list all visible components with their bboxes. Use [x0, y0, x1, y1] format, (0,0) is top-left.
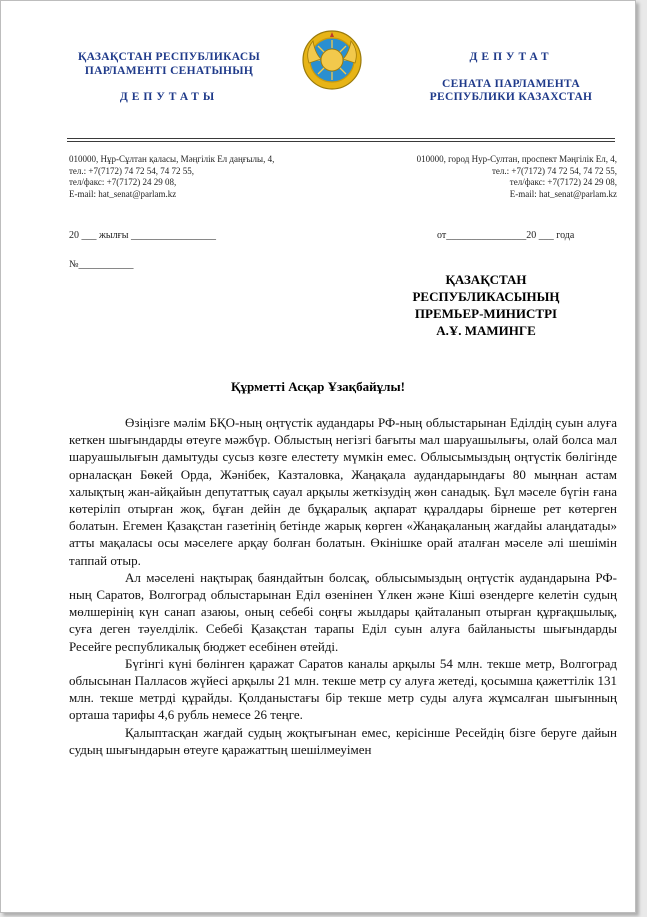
header-left — [59, 51, 279, 105]
contact-right-address: 010000, город Нур-Султан, проспект Мәңгілік Ел, 4, — [416, 154, 617, 164]
recipient-line1: ҚАЗАҚСТАН — [445, 272, 527, 287]
contacts-right — [373, 154, 617, 200]
letter-body — [69, 414, 617, 758]
header-divider-bottom — [67, 141, 615, 142]
contact-right-phone: тел.: +7(7172) 74 72 54, 74 72 55, — [492, 165, 617, 176]
header-left-line2: ПАРЛАМЕНТІ СЕНАТЫНЫҢ — [84, 64, 254, 77]
header-left-line3: ДЕПУТАТЫ — [119, 91, 219, 103]
contact-left-address: 010000, Нұр-Сұлтан қаласы, Мәңгілік Ел даңғылы, 4, — [69, 154, 275, 164]
contacts-left — [69, 154, 339, 200]
date-line-right: от________________20 ___ года — [437, 230, 575, 241]
salutation: Құрметті Асқар Ұзақбайұлы! — [231, 379, 405, 394]
recipient-block — [371, 271, 601, 339]
header-divider-top — [67, 138, 615, 139]
state-emblem-icon — [301, 29, 363, 91]
recipient-line3: ПРЕМЬЕР-МИНИСТРІ — [414, 306, 558, 321]
contact-left-email: E-mail: hat_senat@parlam.kz — [69, 188, 177, 199]
header-right-line1: ДЕПУТАТ — [469, 51, 553, 63]
body-paragraph-1: Өзіңізге мәлім БҚО-ның оңтүстік аудандары РФ-ның облыстарынан Еділдің суын алуға кеткен шығындарды өтеуге мәжбүр. Облыстың негізгі бағыты мал шаруашылығы, олай болса мал шаруашылығын дамытуды сусыз көзге елестету мүмкін емес. Облысымыздың оңтүстік бөлігінде орналасқан Бөкей Орда, Жәнібек, Казталовка, Жаңақала аудандарындағы 80 мыңнан астам халықтың жан-айқайын депутаттық сауал арқылы жеткізудің жөн санадық. Бұл мәселе бүгін ғана көтеріліп отырған жоқ, бұған дейін де бұқаралық ақпарат құралдары бірнеше рет көтерген болатын. Егемен Қазақстан газетінің бетінде жарық көрген «Жаңақаланың жағдайы алаңдатады» атты мақаласы осы мәселеге арқау болған болатын. Өкінішке орай аталған мәселе әлі шешімін таппай отыр. — [69, 415, 617, 568]
body-paragraph-2: Ал мәселені нақтырақ баяндайтын болсақ, облысымыздың оңтүстік аудандарына РФ-ның Саратов, Волгоград облыстарынан Еділ өзенінен Үлкен және Кіші өзендерге келетін судың мөлшерінің күн санап азаюы, оның себебі соңғы жылдары қайталанып отырған құрғақшылық, суға деген тәуелділік. Себебі Қазақстан тарапы Еділ суын алуға байланысты шығындарды Ресейге республикалық бюджет есебінен өтейді. — [69, 569, 617, 654]
date-line-left: 20 ___ жылғы _________________ — [69, 230, 216, 241]
contact-left-fax: тел/факс: +7(7172) 24 29 08, — [69, 177, 177, 187]
number-line: №___________ — [69, 259, 134, 270]
body-paragraph-4: Қалыптасқан жағдай судың жоқтығынан емес, керісінше Ресейдің бізге беруге дайын судың шығындарын өтеуге қаражаттың шешілмеуімен — [69, 724, 617, 757]
contact-right-fax: тел/факс: +7(7172) 24 29 08, — [509, 177, 617, 187]
contact-right-email: E-mail: hat_senat@parlam.kz — [509, 188, 617, 199]
header-right — [411, 51, 611, 105]
contact-left-phone: тел.: +7(7172) 74 72 54, 74 72 55, — [69, 165, 194, 176]
recipient-line2: РЕСПУБЛИКАСЫНЫҢ — [412, 289, 560, 304]
recipient-line4: А.Ұ. МАМИНГЕ — [436, 323, 536, 338]
header-left-line1: ҚАЗАҚСТАН РЕСПУБЛИКАСЫ — [77, 51, 261, 63]
header-right-line2: СЕНАТА ПАРЛАМЕНТА — [442, 77, 580, 90]
header-right-line3: РЕСПУБЛИКИ КАЗАХСТАН — [429, 91, 593, 103]
body-paragraph-3: Бүгінгі күні бөлінген қаражат Саратов каналы арқылы 54 млн. текше метр, Волгоград облысынан Палласов жүйесі арқылы 21 млн. текше метр су алуға жетеді, қосымша қажеттілік 131 млн. текше метрді құрайды. Қолданыстағы бір текше метр суды алуға жұмсалған шығынның орташа тарифы 4,6 рубль немесе 26 теңге. — [69, 655, 617, 723]
